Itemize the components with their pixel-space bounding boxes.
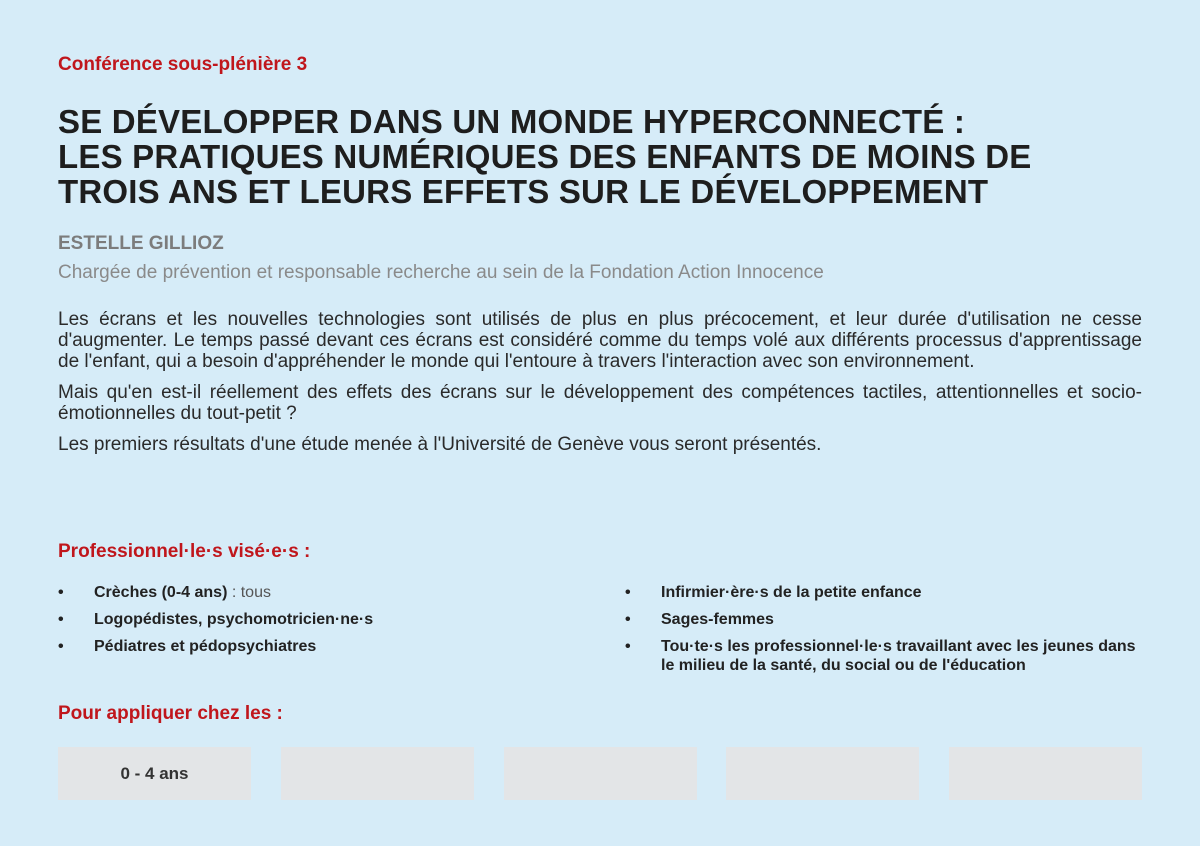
audience-item [625,583,1142,602]
age-box-5 [949,747,1142,800]
audience-item [625,637,1142,675]
bullet-icon: • [625,584,631,601]
audience-column-right [625,583,1142,683]
bullet-icon: • [58,584,64,601]
conference-title [58,104,1031,209]
speaker-role: Chargée de prévention et responsable recherche au sein de la Fondation Action Innocence [58,262,824,283]
audience-item [625,610,1142,629]
age-box-3 [504,747,697,800]
audience-item-label: Infirmier·ère·s de la petite enfance [661,584,922,601]
age-box-2 [281,747,474,800]
audience-item [58,637,578,656]
audience-heading: Professionnel·le·s visé·e·s : [58,541,311,562]
audience-item-label: Pédiatres et pédopsychiatres [94,638,317,655]
age-groups [58,747,1142,800]
bullet-icon: • [58,638,64,655]
audience-item-label: Sages-femmes [661,611,774,628]
speaker-name: ESTELLE GILLIOZ [58,233,224,254]
session-kicker: Conférence sous-plénière 3 [58,54,308,75]
abstract [58,309,1142,465]
abstract-paragraph-3: Les premiers résultats d'une étude menée à l'Université de Genève vous seront présentés. [58,434,822,455]
audience-item [58,610,578,629]
bullet-icon: • [625,638,631,655]
bullet-icon: • [625,611,631,628]
apply-heading: Pour appliquer chez les : [58,703,283,724]
audience-item-label: Crèches (0-4 ans) [94,584,228,601]
audience-column-left [58,583,578,664]
audience-item-label: Tou·te·s les professionnel·le·s travaillant avec les jeunes dans le milieu de la santé, du social ou de l'éducation [661,638,1136,674]
title-line-1: SE DÉVELOPPER DANS UN MONDE HYPERCONNECTÉ : [58,103,966,140]
audience-item [58,583,578,602]
age-box-4 [726,747,919,800]
age-box-1: 0 - 4 ans [58,747,251,800]
title-line-2: LES PRATIQUES NUMÉRIQUES DES ENFANTS DE MOINS DE [58,138,1032,175]
audience-item-label: Logopédistes, psychomotricien·ne·s [94,611,374,628]
abstract-paragraph-2: Mais qu'en est-il réellement des effets des écrans sur le développement des compétences tactiles, attentionnelles et socio-émotionnelles du tout-petit ? [58,382,1142,424]
bullet-icon: • [58,611,64,628]
abstract-paragraph-1: Les écrans et les nouvelles technologies sont utilisés de plus en plus précocement, et leur durée d'utilisation ne cesse d'augmenter. Le temps passé devant ces écrans est considéré comme du temps volé aux différents processus d'apprentissage de l'enfant, qui a besoin d'appréhender le monde qui l'entoure à travers l'interaction avec son environnement. [58,309,1142,372]
audience-item-note: : tous [227,584,271,601]
title-line-3: TROIS ANS ET LEURS EFFETS SUR LE DÉVELOPPEMENT [58,173,989,210]
